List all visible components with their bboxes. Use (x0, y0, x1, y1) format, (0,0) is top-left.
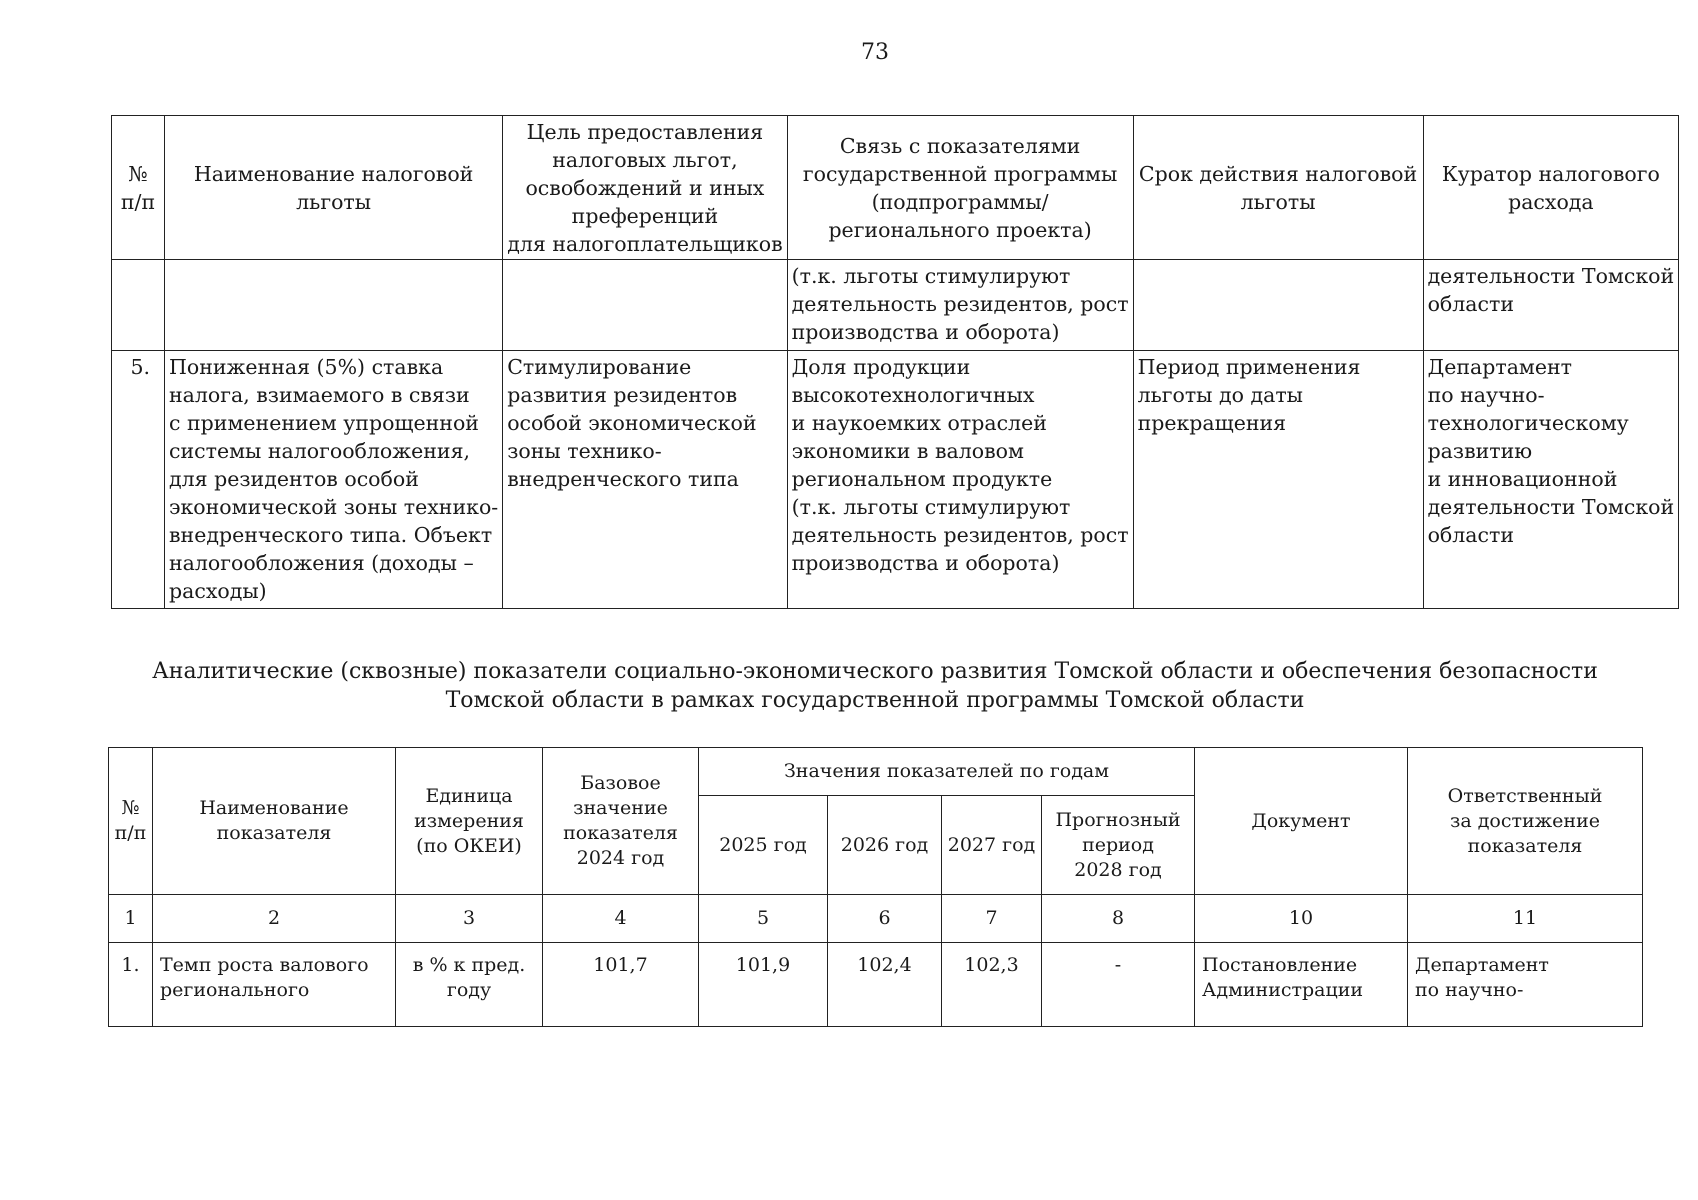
text-line: экономики в валовом (791, 439, 1024, 463)
text-line: регионального проекта) (828, 217, 1092, 242)
text-line: системы налогообложения, (169, 439, 471, 463)
text-line: Куратор налогового (1441, 161, 1660, 186)
text-line: государственной программы (802, 161, 1118, 186)
text-line: развитию (1427, 439, 1533, 463)
text-line: и наукоемких отраслей (791, 411, 1047, 435)
text-line: для налогоплательщиков (507, 231, 783, 256)
value-2026-cell: 102,4 (828, 943, 942, 1027)
header-unit (396, 748, 543, 895)
text-line: налогообложения (доходы – (169, 551, 474, 575)
text-line: экономической зоны технико- (169, 495, 499, 519)
header-indicator-name (153, 748, 396, 895)
header-2026: 2026 год (828, 796, 942, 895)
text-line: регионального (160, 979, 310, 1001)
table-cell (787, 260, 1133, 351)
header-goal (503, 116, 787, 260)
text-line: налоговых льгот, (552, 147, 738, 172)
column-number: 8 (1042, 895, 1195, 943)
benefit-name-cell (165, 351, 503, 609)
text-line: Наименование налоговой (193, 161, 474, 186)
text-line: высокотехнологичных (791, 383, 1035, 407)
text-line: деятельности Томской (1427, 495, 1675, 519)
curator-cell (1423, 351, 1679, 609)
column-number: 4 (543, 895, 699, 943)
caption-line-2: Томской области в рамках государственной программы Томской области (445, 688, 1305, 713)
row-number: 1. (109, 943, 153, 1027)
responsible-cell (1408, 943, 1643, 1027)
column-number: 2 (153, 895, 396, 943)
text-line: в % к пред. (412, 954, 526, 976)
text-line: Ответственный (1447, 784, 1603, 807)
text-line: Прогнозный (1055, 808, 1181, 831)
page-number: 73 (861, 40, 889, 65)
table-row (112, 351, 1679, 609)
text-line: за достижение (1450, 809, 1600, 832)
text-line: Срок действия налоговой (1138, 161, 1418, 186)
section-caption (0, 657, 1698, 715)
row-number: 5. (112, 351, 165, 609)
text-line: Стимулирование (507, 355, 692, 379)
text-line: № (128, 161, 148, 186)
text-line: п/п (120, 189, 156, 214)
text-line: Департамент (1415, 954, 1549, 976)
indicators-table (108, 747, 1643, 1027)
text-line: льготы до даты (1137, 383, 1303, 407)
base-value-cell: 101,7 (543, 943, 699, 1027)
text-line: области (1427, 523, 1514, 547)
text-line: льготы (296, 189, 372, 214)
table-cell (112, 260, 165, 351)
text-line: п/п (114, 822, 147, 844)
text-line: области (1427, 292, 1514, 316)
text-line: и инновационной (1427, 467, 1618, 491)
text-line: значение (573, 797, 668, 819)
table-cell (165, 260, 503, 351)
text-line: (т.к. льготы стимулируют (791, 495, 1071, 519)
text-line: Пониженная (5%) ставка (169, 355, 444, 379)
header-num (109, 748, 153, 895)
table-cell (1423, 260, 1679, 351)
text-line: показателя (1467, 834, 1583, 857)
text-line: показателя (216, 822, 332, 844)
text-line: (т.к. льготы стимулируют (791, 264, 1071, 288)
text-line: показателя (563, 822, 678, 844)
header-2025: 2025 год (699, 796, 828, 895)
text-line: период (1082, 833, 1154, 856)
term-cell (1133, 351, 1423, 609)
table-row (112, 260, 1679, 351)
text-line: расходы) (169, 579, 267, 603)
text-line: особой экономической (507, 411, 757, 435)
header-row (112, 116, 1679, 260)
text-line: году (446, 979, 492, 1001)
text-line: деятельность резидентов, рост (791, 292, 1129, 316)
text-line: № (121, 797, 140, 819)
text-line: измерения (414, 809, 524, 832)
text-line: освобождений и иных (525, 175, 765, 200)
text-line: (подпрограммы/ (871, 189, 1049, 214)
text-line: Связь с показателями (839, 133, 1081, 158)
table-row (109, 943, 1643, 1027)
text-line: Постановление (1202, 954, 1358, 976)
text-line: производства и оборота) (791, 551, 1060, 575)
text-line: зоны технико- (507, 439, 662, 463)
indicator-name-cell (153, 943, 396, 1027)
header-benefit-name (165, 116, 503, 260)
text-line: льготы (1240, 189, 1316, 214)
text-line: внедренческого типа (507, 467, 739, 491)
header-base-value (543, 748, 699, 895)
header-row (109, 748, 1643, 796)
value-2025-cell: 101,9 (699, 943, 828, 1027)
text-line: по научно- (1415, 979, 1524, 1001)
text-line: развития резидентов (507, 383, 738, 407)
column-number: 1 (109, 895, 153, 943)
text-line: налога, взимаемого в связи (169, 383, 470, 407)
text-line: прекращения (1137, 411, 1287, 435)
header-num (112, 116, 165, 260)
text-line: 2028 год (1074, 858, 1162, 881)
text-line: Цель предоставления (526, 119, 764, 144)
value-2027-cell: 102,3 (942, 943, 1042, 1027)
indicator-cell (787, 351, 1133, 609)
document-cell (1195, 943, 1408, 1027)
text-line: по научно- (1427, 383, 1545, 407)
text-line: с применением упрощенной (169, 411, 479, 435)
text-line: Доля продукции (791, 355, 971, 379)
header-values-by-year: Значения показателей по годам (699, 748, 1195, 796)
header-term (1133, 116, 1423, 260)
tax-benefits-table (111, 115, 1679, 609)
header-curator (1423, 116, 1679, 260)
text-line: Темп роста валового (160, 954, 369, 976)
text-line: Администрации (1202, 979, 1364, 1001)
column-number: 3 (396, 895, 543, 943)
text-line: технологическому (1427, 411, 1629, 435)
text-line: 2024 год (576, 847, 665, 869)
text-line: (по ОКЕИ) (416, 834, 522, 857)
header-2027: 2027 год (942, 796, 1042, 895)
column-number: 6 (828, 895, 942, 943)
column-number: 10 (1195, 895, 1408, 943)
header-forecast (1042, 796, 1195, 895)
text-line: Единица (425, 784, 513, 807)
forecast-cell: - (1042, 943, 1195, 1027)
text-line: производства и оборота) (791, 320, 1060, 344)
text-line: для резидентов особой (169, 467, 419, 491)
text-line: Базовое (580, 772, 661, 794)
header-document: Документ (1195, 748, 1408, 895)
text-line: Период применения (1137, 355, 1361, 379)
table-cell (503, 260, 787, 351)
text-line: деятельность резидентов, рост (791, 523, 1129, 547)
text-line: Департамент (1427, 355, 1573, 379)
goal-cell (503, 351, 787, 609)
unit-cell (396, 943, 543, 1027)
text-line: преференций (571, 203, 719, 228)
column-number: 11 (1408, 895, 1643, 943)
caption-line-1: Аналитические (сквозные) показатели социально-экономического развития Томской области и обеспечения безопасности (152, 659, 1598, 684)
header-responsible (1408, 748, 1643, 895)
header-indicator-link (787, 116, 1133, 260)
text-line: расхода (1508, 189, 1594, 214)
text-line: Наименование (199, 797, 349, 819)
text-line: деятельности Томской (1427, 264, 1675, 288)
text-line: внедренческого типа. Объект (169, 523, 493, 547)
column-number: 7 (942, 895, 1042, 943)
column-number: 5 (699, 895, 828, 943)
text-line: региональном продукте (791, 467, 1053, 491)
table-cell (1133, 260, 1423, 351)
column-numbers-row (109, 895, 1643, 943)
